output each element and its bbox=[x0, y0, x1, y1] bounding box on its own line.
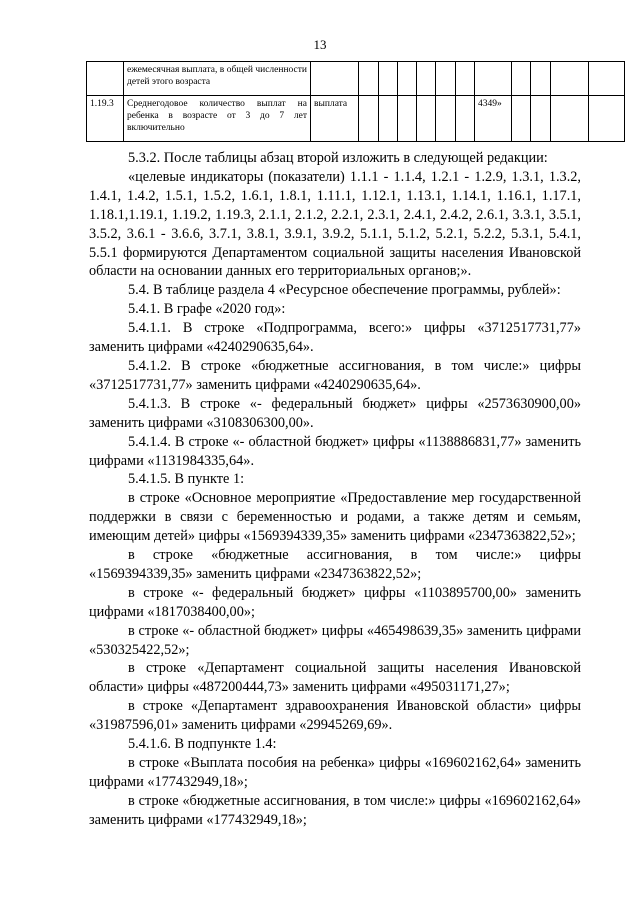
paragraph: 5.4. В таблице раздела 4 «Ресурсное обеспечение программы, рублей»: bbox=[128, 282, 561, 299]
paragraph: 5.4.1.1. В строке «Подпрограмма, всего:» цифры «3712517731,77» заменить цифрами «4240290635,64». bbox=[89, 320, 581, 356]
paragraph: 5.4.1.6. В подпункте 1.4: bbox=[128, 736, 277, 753]
unit-cell: выплата bbox=[311, 96, 359, 142]
value-cell bbox=[589, 96, 625, 142]
paragraph: 5.4.1.3. В строке «- федеральный бюджет» цифры «2573630900,00» заменить цифрами «3108306300,00». bbox=[89, 395, 581, 431]
paragraph: в строке «Выплата пособия на ребенка» цифры «169602162,64» заменить цифрами «177432949,18»; bbox=[89, 755, 581, 790]
value-cell bbox=[456, 62, 475, 96]
row-number: 1.19.3 bbox=[87, 96, 124, 142]
page-number: 13 bbox=[313, 37, 327, 52]
value-cell bbox=[456, 96, 475, 142]
paragraph: в строке «бюджетные ассигнования, в том числе:» цифры «1569394339,35» заменить цифрами «2347363822,52»; bbox=[89, 547, 581, 582]
value-cell bbox=[436, 96, 456, 142]
value-cell bbox=[436, 62, 456, 96]
paragraph: в строке «Департамент социальной защиты населения Ивановской области» цифры «487200444,73» заменить цифрами «495031171,27»; bbox=[89, 660, 581, 696]
indicator-table bbox=[86, 61, 625, 142]
paragraph: 5.3.2. После таблицы абзац второй изложить в следующей редакции: bbox=[128, 150, 548, 166]
indicator-name: Среднегодовое количество выплат на ребенка в возрасте от 3 до 7 лет включительно bbox=[124, 96, 311, 142]
value-cell bbox=[475, 62, 512, 96]
value-cell bbox=[359, 62, 379, 96]
paragraph: 5.4.1.2. В строке «бюджетные ассигнования, в том числе:» цифры «3712517731,77» заменить цифрами «4240290635,64». bbox=[89, 357, 581, 393]
table-row bbox=[87, 96, 625, 142]
paragraph: 5.4.1. В графе «2020 год»: bbox=[128, 301, 286, 318]
value-cell bbox=[359, 96, 379, 142]
value-cell bbox=[551, 62, 589, 96]
unit-cell bbox=[311, 62, 359, 96]
value-cell bbox=[379, 62, 398, 96]
value-cell bbox=[589, 62, 625, 96]
value-cell: 4349» bbox=[475, 96, 512, 142]
paragraph: «целевые индикаторы (показатели) 1.1.1 - 1.1.4, 1.2.1 - 1.2.9, 1.3.1, 1.3.2, 1.4.1, 1.4.2, 1.5.1, 1.5.2, 1.6.1, 1.8.1, 1.11.1, 1.12.1, 1.13.1, 1.14.1, 1.16.1, 1.17.1, 1.18.1,1.19.1, 1.19.2, 1.19.3, 2.1.1, 2.1.2, 2.2.1, 2.3.1, 2.4.1, 2.4.2, 2.6.1, 3.3.1, 3.5.1, 3.5.2, 3.6.1 - 3.6.6, 3.7.1, 3.8.1, 3.9.1, 3.9.2, 5.1.1, 5.1.2, 5.2.1, 5.2.2, 5.3.1, 5.4.1, 5.5.1 формируются Департаментом социальной защиты населения Ивановской области на основании данных его территориальных органов;». bbox=[89, 168, 581, 280]
document-body bbox=[89, 149, 581, 830]
value-cell bbox=[551, 96, 589, 142]
paragraph: в строке «Основное мероприятие «Предоставление мер государственной поддержки в связи с беременностью и родами, а также детям и семьям, имеющим детей» цифры «1569394339,35» заменить цифрами «2347363822,52»; bbox=[89, 490, 581, 545]
paragraph: в строке «- областной бюджет» цифры «465498639,35» заменить цифрами «530325422,52»; bbox=[89, 622, 581, 658]
value-cell bbox=[531, 62, 551, 96]
paragraph: в строке «бюджетные ассигнования, в том числе:» цифры «169602162,64» заменить цифрами «177432949,18»; bbox=[89, 792, 581, 828]
paragraph: в строке «Департамент здравоохранения Ивановской области» цифры «31987596,01» заменить цифрами «29945269,69». bbox=[89, 698, 581, 734]
value-cell bbox=[531, 96, 551, 142]
paragraph: в строке «- федеральный бюджет» цифры «1103895700,00» заменить цифрами «1817038400,00»; bbox=[89, 584, 581, 620]
table-row bbox=[87, 62, 625, 96]
value-cell bbox=[417, 96, 436, 142]
value-cell bbox=[512, 96, 531, 142]
value-cell bbox=[379, 96, 398, 142]
value-cell bbox=[512, 62, 531, 96]
value-cell bbox=[417, 62, 436, 96]
row-number bbox=[87, 62, 124, 96]
value-cell bbox=[398, 62, 417, 96]
paragraph: 5.4.1.4. В строке «- областной бюджет» цифры «1138886831,77» заменить цифрами «1131984335,64». bbox=[89, 433, 581, 469]
value-cell bbox=[398, 96, 417, 142]
indicator-name: ежемесячная выплата, в общей численности детей этого возраста bbox=[124, 62, 311, 96]
paragraph: 5.4.1.5. В пункте 1: bbox=[128, 471, 245, 488]
